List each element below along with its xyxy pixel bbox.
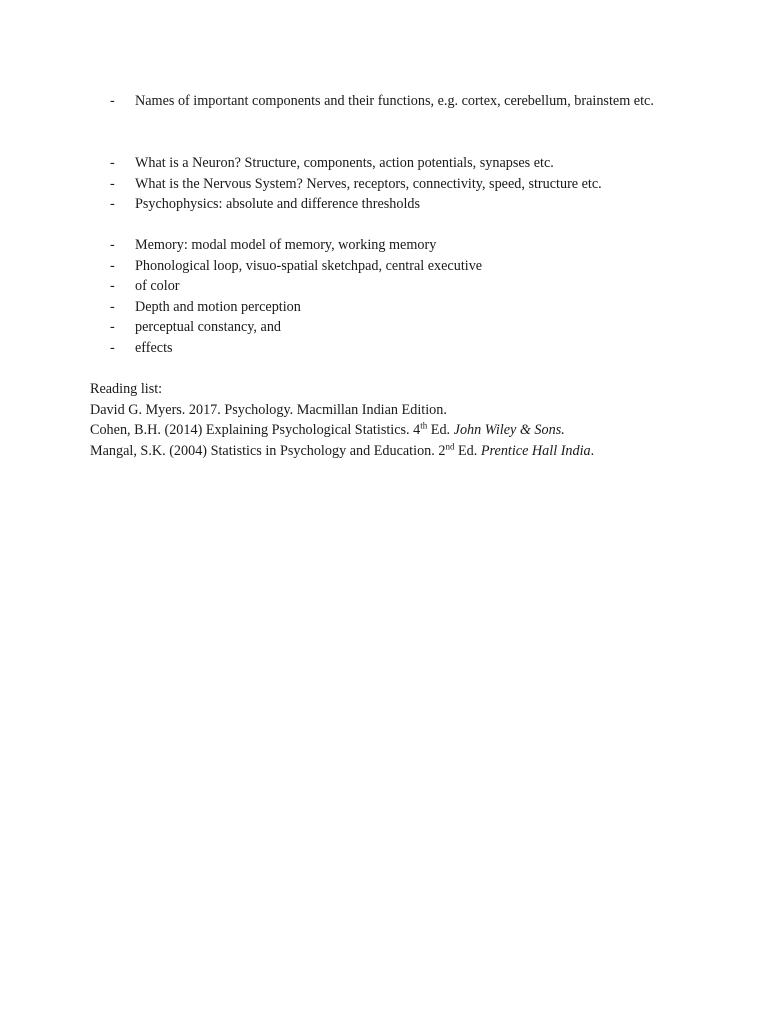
list-item-text: of color (135, 278, 180, 294)
list-dash: - (110, 237, 115, 253)
reference-mangal (90, 441, 690, 462)
list-item (110, 174, 680, 195)
list-dash: - (110, 339, 115, 356)
list-item (110, 235, 680, 256)
list-item-text: Psychophysics: absolute and difference thresholds (135, 196, 421, 212)
edition-superscript: th (420, 420, 428, 431)
list-item-text: perceptual constancy, and (135, 319, 282, 335)
reference-text: Cohen, B.H. (2014) Explaining Psychological Statistics. 4 (90, 422, 421, 438)
list-item-text: Memory: modal model of memory, working memory (135, 237, 437, 253)
list-item-text: Depth and motion perception (135, 298, 301, 315)
reference-cohen (90, 420, 690, 441)
list-dash: - (110, 278, 115, 294)
list-item-text: Phonological loop, visuo-spatial sketchpad, central executive (135, 257, 483, 274)
edition-superscript: nd (445, 440, 455, 451)
reference-text: David G. Myers. 2017. Psychology. Macmillan Indian Edition. (90, 401, 447, 418)
topic-list-memory-perception (110, 235, 680, 358)
list-item (110, 297, 680, 318)
list-item (110, 153, 680, 174)
list-dash: - (110, 298, 115, 315)
list-dash: - (110, 93, 115, 109)
list-item (110, 91, 680, 112)
list-item (110, 276, 680, 297)
reading-list (90, 379, 690, 461)
list-dash: - (110, 319, 115, 335)
list-dash: - (110, 155, 115, 171)
reference-edition: Ed. (454, 442, 481, 459)
list-dash: - (110, 257, 115, 274)
list-item (110, 338, 680, 359)
reference-publisher: Prentice Hall India (480, 442, 591, 459)
reference-text: Mangal, S.K. (2004) Statistics in Psychology and Education. 2 (90, 442, 446, 459)
topic-list-nervous-system (110, 153, 680, 215)
list-item (110, 194, 680, 215)
list-dash: - (110, 196, 115, 212)
reading-list-heading: Reading list: (90, 381, 163, 397)
list-item-text: What is a Neuron? Structure, components, action potentials, synapses etc. (135, 155, 554, 171)
list-item (110, 317, 680, 338)
list-item-text: Names of important components and their functions, e.g. cortex, cerebellum, brainstem etc. (135, 93, 654, 109)
reference-edition: Ed. (427, 422, 454, 438)
list-item-text: What is the Nervous System? Nerves, receptors, connectivity, speed, structure etc. (135, 175, 602, 192)
list-item (110, 256, 680, 277)
reference-period: . (590, 442, 595, 459)
topic-list-brain (110, 91, 680, 112)
list-dash: - (110, 175, 115, 192)
reference-myers (90, 400, 690, 421)
reference-publisher: John Wiley & Sons. (453, 422, 565, 438)
list-item-text: effects (135, 339, 173, 356)
